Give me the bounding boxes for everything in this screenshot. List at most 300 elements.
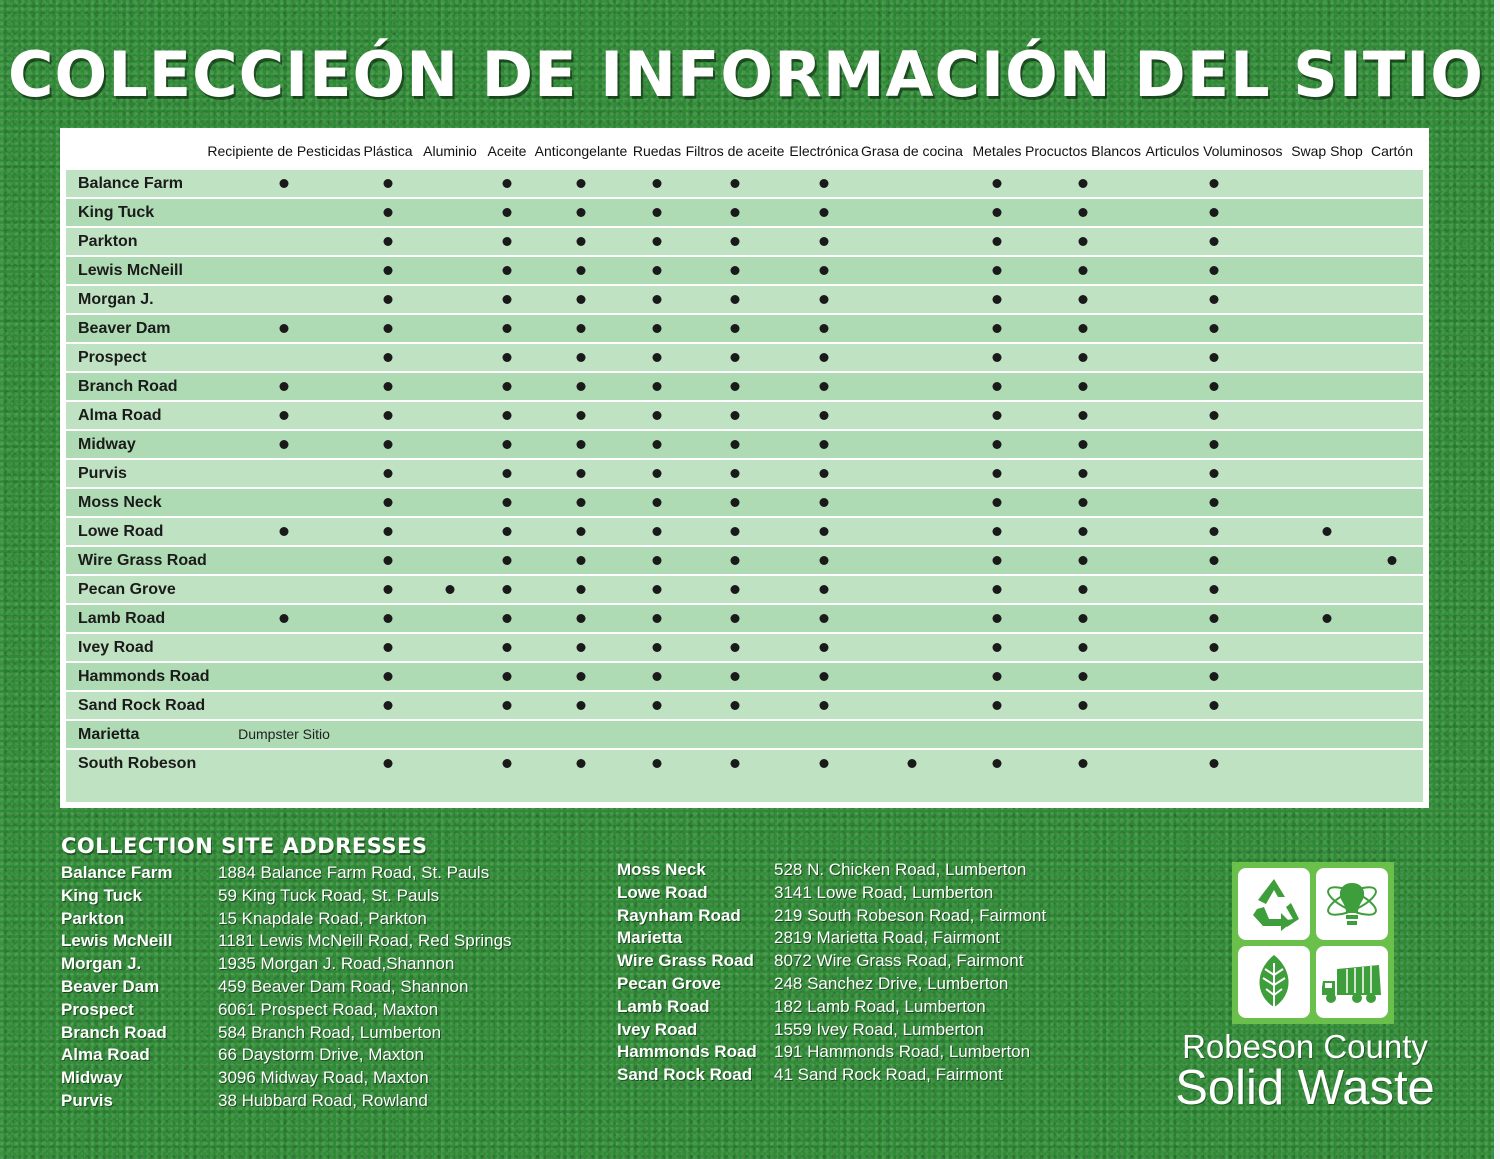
availability-dot	[731, 643, 740, 652]
site-name: Prospect	[78, 349, 147, 366]
site-name: South Robeson	[78, 755, 197, 772]
availability-dot	[384, 759, 393, 768]
availability-dot	[993, 759, 1002, 768]
availability-dot	[1079, 527, 1088, 536]
availability-dot	[280, 527, 289, 536]
availability-dot	[731, 672, 740, 681]
availability-dot	[820, 266, 829, 275]
availability-dot	[1079, 498, 1088, 507]
availability-dot	[577, 353, 586, 362]
availability-dot	[731, 266, 740, 275]
availability-dot	[577, 382, 586, 391]
column-header: Electrónica	[789, 143, 859, 159]
leaf-icon	[1238, 946, 1310, 1018]
availability-dot	[503, 440, 512, 449]
address-text: 1884 Balance Farm Road, St. Pauls	[218, 863, 490, 882]
table-row	[66, 371, 1423, 400]
availability-dot	[820, 179, 829, 188]
address-site-name: Moss Neck	[617, 860, 706, 879]
row-background	[66, 170, 1423, 197]
address-site-name: Purvis	[61, 1090, 113, 1110]
address-text: 38 Hubbard Road, Rowland	[218, 1090, 428, 1110]
availability-dot	[1210, 672, 1219, 681]
address-site-name: Sand Rock Road	[617, 1065, 753, 1085]
column-header: Anticongelante	[534, 143, 628, 159]
availability-dot	[503, 237, 512, 246]
address-text: 528 N. Chicken Road, Lumberton	[774, 860, 1027, 879]
availability-dot	[653, 469, 662, 478]
solid-waste-logo	[1232, 862, 1394, 1024]
availability-dot	[577, 295, 586, 304]
availability-dot	[577, 266, 586, 275]
availability-dot	[820, 556, 829, 565]
availability-dot	[1210, 208, 1219, 217]
table-row	[66, 487, 1423, 516]
availability-dot	[653, 556, 662, 565]
address-site-name: Lamb Road	[617, 996, 710, 1016]
availability-dot	[384, 295, 393, 304]
availability-dot	[820, 469, 829, 478]
site-name: Marietta	[78, 726, 140, 743]
availability-dot	[993, 295, 1002, 304]
address-text: 3141 Lowe Road, Lumberton	[774, 882, 994, 902]
availability-dot	[993, 469, 1002, 478]
availability-dot	[653, 585, 662, 594]
availability-dot	[731, 440, 740, 449]
row-background	[66, 576, 1423, 603]
availability-dot	[503, 382, 512, 391]
address-site-name: Parkton	[61, 908, 125, 928]
availability-dot	[384, 266, 393, 275]
row-background	[66, 402, 1423, 429]
site-note: Dumpster Sitio	[238, 726, 330, 742]
availability-dot	[1210, 324, 1219, 333]
availability-dot	[577, 527, 586, 536]
site-info-table	[60, 128, 1429, 808]
availability-dot	[653, 759, 662, 768]
availability-dot	[1079, 585, 1088, 594]
address-site-name: Morgan J.	[61, 954, 142, 974]
row-background	[66, 547, 1423, 574]
availability-dot	[384, 614, 393, 623]
site-name: Lamb Road	[78, 610, 166, 627]
column-header: Grasa de cocina	[861, 143, 963, 159]
address-site-name: Beaver Dam	[61, 976, 160, 996]
availability-dot	[503, 672, 512, 681]
availability-dot	[1210, 295, 1219, 304]
row-background	[66, 663, 1423, 690]
row-background	[66, 286, 1423, 313]
availability-dot	[820, 527, 829, 536]
availability-dot	[1210, 266, 1219, 275]
table-row	[66, 168, 1423, 197]
address-text: 182 Lamb Road, Lumberton	[774, 996, 986, 1016]
table-row	[66, 690, 1423, 719]
table-row	[66, 545, 1423, 574]
availability-dot	[1079, 614, 1088, 623]
availability-dot	[1210, 527, 1219, 536]
column-header: Ruedas	[632, 143, 682, 159]
brand-line-1: Robeson County	[1182, 1028, 1428, 1065]
address-site-name: Lowe Road	[617, 882, 708, 902]
availability-dot	[653, 237, 662, 246]
site-name: Pecan Grove	[78, 581, 176, 598]
site-name: Beaver Dam	[78, 320, 171, 337]
address-text: 1559 Ivey Road, Lumberton	[774, 1019, 984, 1039]
availability-dot	[384, 324, 393, 333]
site-name: Balance Farm	[78, 175, 183, 192]
availability-dot	[577, 585, 586, 594]
row-background	[66, 373, 1423, 400]
page-title: COLECCIEÓN DE INFORMACIÓN DEL SITIO	[8, 38, 1484, 111]
availability-dot	[384, 440, 393, 449]
availability-dot	[731, 324, 740, 333]
availability-dot	[731, 353, 740, 362]
address-site-name: Hammonds Road	[617, 1042, 757, 1062]
availability-dot	[577, 469, 586, 478]
availability-dot	[820, 440, 829, 449]
availability-dot	[731, 237, 740, 246]
availability-dot	[384, 382, 393, 391]
table-row	[66, 632, 1423, 661]
availability-dot	[731, 701, 740, 710]
availability-dot	[577, 440, 586, 449]
availability-dot	[577, 179, 586, 188]
availability-dot	[1079, 643, 1088, 652]
availability-dot	[731, 556, 740, 565]
availability-dot	[1079, 411, 1088, 420]
availability-dot	[1079, 440, 1088, 449]
address-site-name: Midway	[61, 1068, 123, 1088]
availability-dot	[1210, 556, 1219, 565]
availability-dot	[820, 614, 829, 623]
availability-dot	[503, 411, 512, 420]
availability-dot	[384, 556, 393, 565]
site-name: Midway	[78, 436, 136, 453]
availability-dot	[503, 324, 512, 333]
availability-dot	[1210, 643, 1219, 652]
availability-dot	[384, 237, 393, 246]
availability-dot	[503, 266, 512, 275]
availability-dot	[384, 701, 393, 710]
site-name: Lewis McNeill	[78, 262, 183, 279]
availability-dot	[820, 353, 829, 362]
table-row	[66, 603, 1423, 632]
column-header: Aluminio	[423, 143, 477, 159]
availability-dot	[384, 179, 393, 188]
address-text: 191 Hammonds Road, Lumberton	[774, 1042, 1031, 1062]
row-background	[66, 460, 1423, 487]
address-text: 1181 Lewis McNeill Road, Red Springs	[218, 931, 512, 951]
availability-dot	[280, 179, 289, 188]
row-background	[66, 344, 1423, 371]
availability-dot	[1210, 411, 1219, 420]
availability-dot	[731, 527, 740, 536]
site-name: Lowe Road	[78, 523, 164, 540]
availability-dot	[1079, 353, 1088, 362]
address-site-name: Lewis McNeill	[61, 931, 173, 951]
table-row	[66, 284, 1423, 313]
availability-dot	[1210, 179, 1219, 188]
table-row	[66, 661, 1423, 690]
address-text: 41 Sand Rock Road, Fairmont	[774, 1065, 1003, 1085]
availability-dot	[653, 179, 662, 188]
address-text: 15 Knapdale Road, Parkton	[218, 908, 427, 928]
availability-dot	[820, 643, 829, 652]
row-background	[66, 634, 1423, 661]
availability-dot	[384, 672, 393, 681]
availability-dot	[280, 324, 289, 333]
site-name: Ivey Road	[78, 639, 154, 656]
column-header: Plástica	[363, 143, 413, 159]
availability-dot	[503, 353, 512, 362]
availability-dot	[503, 556, 512, 565]
availability-dot	[820, 759, 829, 768]
availability-dot	[731, 208, 740, 217]
availability-dot	[993, 701, 1002, 710]
availability-dot	[1210, 469, 1219, 478]
availability-dot	[1210, 498, 1219, 507]
availability-dot	[653, 295, 662, 304]
availability-dot	[577, 643, 586, 652]
availability-dot	[993, 208, 1002, 217]
availability-dot	[577, 208, 586, 217]
site-name: Purvis	[78, 465, 127, 482]
column-header: Recipiente de Pesticidas	[207, 143, 361, 159]
row-background	[66, 228, 1423, 255]
row-background	[66, 257, 1423, 284]
availability-dot	[993, 643, 1002, 652]
availability-dot	[1210, 585, 1219, 594]
availability-dot	[503, 469, 512, 478]
availability-dot	[384, 469, 393, 478]
address-text: 66 Daystorm Drive, Maxton	[218, 1045, 424, 1065]
availability-dot	[731, 179, 740, 188]
site-name: Wire Grass Road	[78, 552, 207, 569]
availability-dot	[653, 527, 662, 536]
site-name: Sand Rock Road	[78, 697, 206, 714]
address-text: 459 Beaver Dam Road, Shannon	[218, 976, 469, 996]
availability-dot	[731, 585, 740, 594]
site-name: Alma Road	[78, 407, 162, 424]
table-body	[66, 134, 1423, 802]
availability-dot	[503, 759, 512, 768]
availability-dot	[820, 208, 829, 217]
address-site-name: Alma Road	[61, 1045, 150, 1065]
availability-dot	[653, 208, 662, 217]
availability-dot	[1210, 759, 1219, 768]
address-text: 2819 Marietta Road, Fairmont	[774, 928, 1000, 948]
availability-dot	[1323, 614, 1332, 623]
row-background	[66, 431, 1423, 458]
availability-dot	[503, 643, 512, 652]
site-name: Moss Neck	[78, 494, 162, 511]
availability-dot	[1079, 295, 1088, 304]
availability-dot	[993, 179, 1002, 188]
brand-line-2: Solid Waste	[1175, 1061, 1435, 1115]
availability-dot	[653, 324, 662, 333]
row-background	[66, 518, 1423, 545]
availability-dot	[503, 614, 512, 623]
recycle-icon	[1238, 868, 1310, 940]
availability-dot	[820, 498, 829, 507]
availability-dot	[1388, 556, 1397, 565]
availability-dot	[577, 237, 586, 246]
availability-dot	[503, 498, 512, 507]
table-row	[66, 226, 1423, 255]
page-edge	[1494, 0, 1500, 1159]
availability-dot	[503, 585, 512, 594]
availability-dot	[577, 614, 586, 623]
site-name: Parkton	[78, 233, 138, 250]
availability-dot	[1079, 556, 1088, 565]
availability-dot	[280, 411, 289, 420]
table-row	[66, 400, 1423, 429]
availability-dot	[503, 179, 512, 188]
availability-dot	[1079, 759, 1088, 768]
table-row	[66, 574, 1423, 603]
address-text: 219 South Robeson Road, Fairmont	[774, 905, 1047, 925]
availability-dot	[653, 643, 662, 652]
table-row	[66, 458, 1423, 487]
column-header: Metales	[972, 143, 1022, 159]
availability-dot	[384, 411, 393, 420]
address-site-name: Ivey Road	[617, 1019, 698, 1039]
table-row	[66, 516, 1423, 545]
availability-dot	[384, 498, 393, 507]
column-header: Aceite	[487, 143, 527, 159]
table-row	[66, 342, 1423, 371]
availability-dot	[1210, 614, 1219, 623]
column-header: Filtros de aceite	[685, 143, 785, 159]
availability-dot	[993, 498, 1002, 507]
availability-dot	[503, 295, 512, 304]
address-text: 3096 Midway Road, Maxton	[218, 1068, 429, 1088]
availability-dot	[653, 266, 662, 275]
availability-dot	[280, 614, 289, 623]
availability-dot	[993, 556, 1002, 565]
availability-dot	[993, 672, 1002, 681]
availability-dot	[1079, 469, 1088, 478]
table-row	[66, 255, 1423, 284]
availability-dot	[993, 237, 1002, 246]
address-text: 8072 Wire Grass Road, Fairmont	[774, 951, 1024, 971]
availability-dot	[503, 527, 512, 536]
availability-dot	[577, 498, 586, 507]
availability-dot	[820, 382, 829, 391]
availability-dot	[731, 759, 740, 768]
lightbulb-icon	[1316, 868, 1388, 940]
availability-dot	[993, 382, 1002, 391]
availability-dot	[1079, 382, 1088, 391]
availability-dot	[384, 585, 393, 594]
availability-dot	[653, 411, 662, 420]
availability-dot	[1210, 353, 1219, 362]
availability-dot	[280, 440, 289, 449]
address-site-name: Branch Road	[61, 1022, 167, 1042]
availability-dot	[993, 411, 1002, 420]
table-row	[66, 429, 1423, 458]
availability-dot	[384, 208, 393, 217]
availability-dot	[653, 498, 662, 507]
address-site-name: King Tuck	[61, 885, 142, 905]
table-row	[66, 313, 1423, 342]
availability-dot	[731, 382, 740, 391]
availability-dot	[577, 556, 586, 565]
availability-dot	[993, 440, 1002, 449]
availability-dot	[993, 585, 1002, 594]
site-name: Hammonds Road	[78, 668, 210, 685]
availability-dot	[1210, 440, 1219, 449]
availability-dot	[993, 324, 1002, 333]
availability-dot	[731, 469, 740, 478]
availability-dot	[1079, 672, 1088, 681]
availability-dot	[908, 759, 917, 768]
availability-dot	[384, 527, 393, 536]
availability-dot	[820, 672, 829, 681]
availability-dot	[577, 759, 586, 768]
availability-dot	[1210, 701, 1219, 710]
availability-dot	[653, 672, 662, 681]
availability-dot	[1079, 324, 1088, 333]
availability-dot	[820, 295, 829, 304]
address-site-name: Wire Grass Road	[617, 951, 754, 971]
availability-dot	[653, 701, 662, 710]
availability-dot	[577, 701, 586, 710]
availability-dot	[577, 324, 586, 333]
row-background	[66, 199, 1423, 226]
availability-dot	[653, 440, 662, 449]
availability-dot	[1079, 237, 1088, 246]
availability-dot	[993, 614, 1002, 623]
availability-dot	[820, 237, 829, 246]
column-header: Swap Shop	[1291, 143, 1363, 159]
addresses-heading: COLLECTION SITE ADDRESSES	[61, 834, 428, 858]
column-header: Procuctos Blancos	[1025, 143, 1141, 159]
row-background	[66, 489, 1423, 516]
address-site-name: Balance Farm	[61, 863, 173, 882]
address-text: 1935 Morgan J. Road,Shannon	[218, 954, 455, 974]
table-row	[66, 748, 1423, 777]
site-name: Morgan J.	[78, 291, 154, 308]
availability-dot	[1323, 527, 1332, 536]
row-background	[66, 692, 1423, 719]
row-background	[66, 750, 1423, 777]
availability-dot	[653, 353, 662, 362]
site-name: Branch Road	[78, 378, 178, 395]
availability-dot	[503, 208, 512, 217]
availability-dot	[993, 527, 1002, 536]
column-header: Cartón	[1370, 143, 1414, 159]
availability-dot	[446, 585, 455, 594]
availability-dot	[1210, 237, 1219, 246]
availability-dot	[384, 643, 393, 652]
availability-dot	[1079, 208, 1088, 217]
column-header: Articulos Voluminosos	[1145, 143, 1283, 159]
availability-dot	[1079, 701, 1088, 710]
availability-dot	[1079, 179, 1088, 188]
address-text: 584 Branch Road, Lumberton	[218, 1022, 442, 1042]
garbage-truck-icon	[1316, 946, 1388, 1018]
availability-dot	[731, 295, 740, 304]
availability-dot	[653, 614, 662, 623]
availability-dot	[820, 701, 829, 710]
availability-dot	[731, 411, 740, 420]
address-site-name: Marietta	[617, 928, 683, 948]
availability-dot	[1210, 382, 1219, 391]
availability-dot	[993, 353, 1002, 362]
address-text: 248 Sanchez Drive, Lumberton	[774, 973, 1009, 993]
